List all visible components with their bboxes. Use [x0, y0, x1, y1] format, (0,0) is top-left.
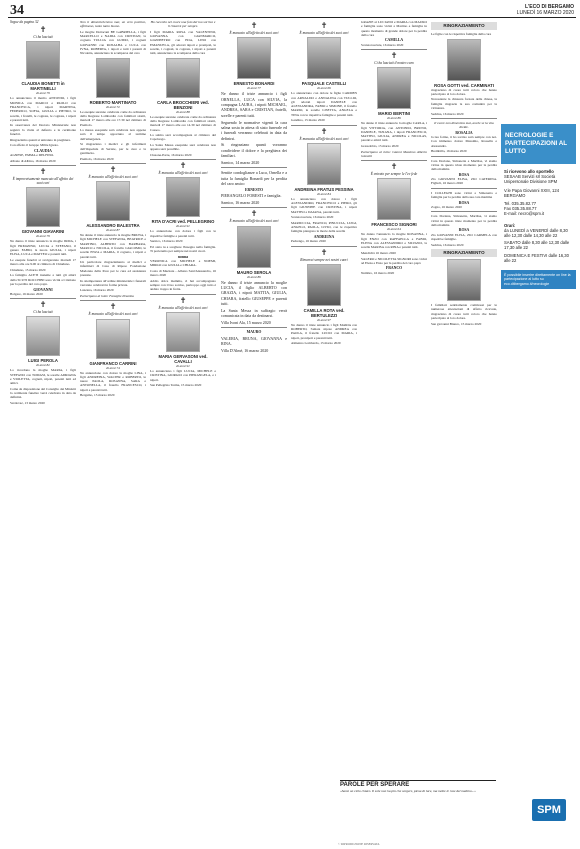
obituary-intro: È improvvisamente mancato all'affetto dei suoi cari [12, 177, 74, 186]
separator [10, 165, 76, 166]
deceased-age: di anni 74 [106, 365, 120, 370]
obituary-place: Nembro, 16 marzo 2020 [361, 270, 395, 275]
obituary-intro: Rimarrai sempre nei nostri cuori [300, 257, 348, 262]
cross-icon: ✝ [109, 302, 117, 312]
obituary-text: VERONICA con MICHELE e NOEMI, MIRKO con GIULIA e CHIARA. [150, 259, 216, 268]
obituary-text: Partecipano al lutto: Gianni Massimo Alberto Gianetti [361, 149, 427, 158]
obituary-text: Ne annunciano con dolore la moglie LINA, i figli ANDREINA, WALTER e ROBERTO, le nuore PAOLA, ROSANNA, SARA e ANTONELLA, il fratello FRANCESCO, i nipoti e parenti tutti. [80, 370, 146, 392]
obituary-text: AGNESE, EMMA e DELFINO. [10, 153, 54, 158]
obituary-text: Zia GIOVANNI ELISA, ZIO CARMELA con rispettive famiglie. [431, 232, 497, 241]
obituary-place: Sedrina, 16 marzo 2020 [431, 242, 464, 247]
signer-name: ANDREINA [313, 235, 335, 240]
deceased-age: di anni 97 [317, 317, 331, 322]
deceased-name: MARIO BERTINI [378, 111, 410, 117]
obituary-intro: È entrato per sempre le l'ee fede [370, 172, 418, 177]
fax-number: Fax 035.35.88.77 [504, 206, 537, 212]
obituary-text: Lo annunciano con dolore i figli con le rispettive famiglie e parenti tutti. [150, 229, 216, 238]
signer-name: FRANCO [385, 266, 403, 271]
deceased-name: GIANFRANCO CARRINI [89, 360, 137, 366]
deceased-name: CARLA BROCCHIERI ved. BENZONI [157, 99, 209, 110]
obituary-text: Ne danno il triste annuncio i figli MARIA con ROBERTO, l'amata nipote ANDREA con PAOLA, il fratello LUCIO con MARIA, i nipoti, pronipoti e parenti tutti. [291, 322, 357, 340]
reception-title: Si ricevono allo sportello [504, 169, 554, 174]
spm-logo: SPM [532, 799, 566, 821]
obituary-place: Verdovaz, 13 marzo 2020 [10, 401, 45, 406]
portrait-photo [96, 319, 130, 359]
obituary-place: Pedrengo, 16 marzo 2020 [291, 239, 326, 244]
portrait-photo [96, 181, 130, 221]
portrait-photo [307, 37, 341, 79]
column-3 [150, 20, 216, 845]
header-rule [8, 17, 576, 18]
deceased-name: PASQUALE CASTELLI [301, 81, 347, 87]
obituary-text: la tua fotina, ti ho sorriso sarà sempre con noi. Con immenso dolore Massimo, Rossella e Alessandro. [431, 135, 497, 148]
cross-icon: ✝ [39, 167, 47, 177]
obituary-text: PIERANGELO FORESTI e famiglia. [221, 193, 282, 199]
obituary-place: Costa di Mezzate - Albano Sant'Alessandro, 16 marzo 2020 [150, 269, 216, 278]
obituary-place: Luzzana, 16 marzo 2020 [80, 288, 114, 293]
column-4 [221, 20, 287, 845]
obituary-text: Ne danno il triste annuncio la moglie CARLA, i figli VITTORIA, con ANTONIO, BRUNO, DANIELE, TIZIANA, i nipoti FRANCESCO, MATTEO, GIULIA, ANDREA e NICOLAS, parenti e amici tutti. [361, 121, 427, 143]
address: V.le Papa Giovanni XXIII, 124 BERGAMO [504, 187, 560, 198]
obituary-intro: È mancata all'affetto dei suoi cari [299, 136, 349, 141]
hours-title: Orari: [504, 222, 516, 228]
deceased-name: ALESSANDRO BALESTRA [86, 223, 140, 229]
signer-name: ROSALIA [455, 130, 473, 135]
online-submission-note[interactable]: È possibile inserire direttamente on line la partecipazione al lutto su eco.ditbergamo.it/necrologie [501, 270, 576, 289]
obituary-place: Mendicità 16 marzo 2020 [361, 250, 396, 255]
obituary-text: Le esequie saranno celebrate come da ordinanza della Regione Lombardia con familiari stretti, martedì 17 marzo alle ore 17.30 nel cimitero di Premolo. [80, 109, 146, 127]
portrait-photo [377, 67, 411, 109]
obituary-place: Scanzorosciate, 16 marzo 2020 [361, 42, 404, 47]
obituary-quote: Il cuore non dimentica mai, anche se la vita divide. [434, 120, 494, 130]
obituary-text: ringraziano di cuore tutti coloro che hanno partecipato al loro dolore. [431, 87, 497, 96]
obituary-text: La Santa Messa in suffragio verrà comunicata in data da destinarsi. [221, 307, 287, 319]
obituary-text: In osservanza del Decreto Ministeriale non seguirà la visita al defunto e le cerimonie funebri. [10, 123, 76, 137]
cross-icon: ✝ [320, 21, 328, 30]
column-5 [291, 20, 357, 845]
signer-name: ROSA [458, 172, 470, 177]
obituary-intro: È mancato all'affetto dei suoi cari [229, 219, 279, 224]
signer-name: nonna [177, 254, 189, 259]
parole-per-sperare [340, 780, 496, 842]
portrait-photo [166, 312, 200, 352]
obituary-text: Ringraziamo quanti si uniranno in preghiera. [10, 137, 71, 142]
deceased-name: CLAUDIA BONETTI in MARTINELLI [21, 81, 65, 92]
obituary-text: Ne danno il triste annuncio i figli ORNELLA, LUCA con SILVIA, la compagna LAURA, i nipoti MICHAEL, ANDREA, SARA e CRISTIAN, fratelli, sorelle e parenti tutti. [221, 91, 287, 118]
deceased-name: LUIGI PEROLA [28, 358, 58, 364]
obituary-place: San Pellegrino Terme, 15 marzo 2020 [150, 383, 202, 388]
signer-name: CLAUDIA [34, 148, 52, 153]
column-7 [431, 20, 497, 779]
deceased-age: di anni 79 [36, 234, 50, 239]
obituary-text: Ne danno l'annuncio la moglie ROSANNA, i figli ENZO con RAFFAELLA e FABIO, ELENA con ALESSANDRO e SILVANO, la sorella MARISA con RINA e parenti tutti. [361, 232, 427, 250]
obituary-text: I familiari sentitamente commossi per le numerose attestazioni di affetto ricevute, ringraziano di cuore tutti coloro che hanno partecipato al loro dolore. [431, 303, 497, 321]
obituary-text: Lo annunciano il marito ANTONIO, i figli MONICA con MARCO e PAOLO con FRANCESCA, i nipoti MARTINA, FEDERICO, SOFIA, GIULIA e PIETRO, la sorella, i fratelli, le cognate, le cognate, i nipoti e parenti tutti. [10, 96, 76, 122]
portrait-photo [377, 178, 411, 220]
deceased-name: RITA D'ACRI ved. PELLEGRINO [151, 219, 215, 225]
obituary-intro: È mancato all'affetto dei suoi cari [88, 174, 138, 179]
obituary-text: Cara Doriana, Simonetta, Marilisa, vi siamo vicini in questo triste momento per la perdita della mamma [431, 214, 497, 227]
obituary-text: Le moglie Dottacani BE GABRIELLA, i figli MARCELLO e NADIA con CRISTIAN, la cognata TULLIA con GUIDO, i cognati GIOVANNI con ROSALBA e LUCA con IVNA, ROBERTA, i nipoti e tutti i parenti di Nicoletta, annunciano la scomparsa del caro [80, 29, 146, 56]
obituary-text: Si ringraziano i medici e gli infermieri dell'Ospedale di Seriate, per le cure e la gentilezza. [80, 142, 146, 155]
obituary-text: Cara Doriana, Simonetta e Marilisa, vi siamo vicine in questo triste momento per la perdita della mamma [431, 158, 497, 172]
obituary-text: Non ti dimenticheremo mai, un vero positivo, affettuoso, tanto tanto buono. [80, 20, 146, 29]
continuation-note: Segue da pagina 32 [10, 20, 39, 24]
obituary-intro: È mancata all'affetto dei suoi cari [158, 305, 208, 310]
deceased-name: MARIA GERVASONI ved. CAVALLI [158, 353, 208, 364]
obituary-place: Sarnico, 14 marzo 2020 [221, 159, 260, 165]
obituary-place: Almenno Lombardo, 15 marzo 2020 [291, 341, 341, 346]
cross-icon: ✝ [109, 164, 117, 174]
obituary-text: Eri stata tu a scegliere l'insegna nella famiglia. Ti porteremo per sempre nei nostri cuori. [150, 244, 216, 254]
hours-saturday: SABATO dalle 8,30 alle 12,30 dalle 17,30 alle 22 [504, 240, 570, 251]
obituary-place: Clusone-Parre, 16 marzo 2020 [150, 152, 192, 157]
portrait-photo [307, 143, 341, 185]
deceased-name: ERNESTO BONARDI [233, 81, 275, 87]
portrait-photo [447, 39, 481, 81]
obituary-place: Gandino, 15 marzo 2020 [291, 118, 325, 123]
separator [291, 246, 357, 247]
signer-name: ERNESTO [244, 187, 264, 192]
signer-name: CAMILLA [384, 38, 404, 43]
newspaper-name: L'ECO DI BERGAMO [525, 4, 574, 10]
obituary-text: Seguendo le normative vigenti la cara salma sosta in attesa di stato funerale ed i funerali verranno celebrati in data da definirsi. [221, 119, 287, 141]
obituary-text: VALERO e NICOLETTA SIGNORI sono vicini ad Elena e Enzo per la perdita del caro papà [361, 256, 427, 265]
deceased-name: ROSA GOTTI ved. CARMINATI [434, 82, 494, 88]
obituary-text: Come da disposizione del Consiglio dei Ministri la cerimonia funebre verrà celebrata in data da definirsi. [10, 386, 76, 400]
separator [431, 188, 497, 189]
deceased-name: ROBERTO MARTINATO [89, 99, 137, 105]
page-number: 34 [10, 3, 24, 18]
obituary-text: Partecipano al lutto: Famiglie Pezzotta [80, 294, 134, 299]
deceased-age: di anni 84 [317, 191, 331, 196]
separator [80, 300, 146, 301]
email-address[interactable]: E-mail: necro@spm.it [504, 211, 545, 217]
obituary-place: Villa Ivoni Ala, 15 marzo 2020 [221, 320, 271, 326]
ringraziamento-banner: RINGRAZIAMENTO [431, 22, 497, 30]
separator [291, 125, 357, 126]
obituary-text: Lo ricordano la moglie MARIA, i figli STEFANO con TOMASI, le sorelle ADRIANA e VIOLETTA, cognati, nipoti, parenti tutti ed amici. [10, 368, 76, 386]
deceased-age: di anni 91 [176, 363, 190, 368]
obituary-text: Lo annunciano con dolore i figli ALESSANDRO, FRANCESCO e PIERO, gli figli GIUSEPPE con CRISTINA, i nipoti MATTEO e DAIANA, parenti tutti. [291, 196, 357, 214]
obituary-place: Sarnico, 16 marzo 2020 [221, 200, 260, 205]
separator [10, 298, 76, 299]
portrait-photo [166, 177, 200, 217]
reception-text: SESAAB Servizi srl Società Unipersonale Divisione SPM [504, 174, 558, 185]
ringraziamento-banner: RINGRAZIAMENTO [431, 249, 497, 257]
signer-name: MAURO [246, 330, 262, 335]
cross-icon: ✝ [390, 51, 398, 61]
deceased-age: di anni 88 [176, 109, 190, 114]
portrait-photo [237, 37, 271, 79]
obituary-intro: Ci ha lasciati [33, 310, 53, 315]
deceased-name: CAMILLA ROTA ved. BERTULEZZI [303, 307, 345, 318]
obituary-text: La famiglia ACETI insieme a tutti gli amici della SCUTI ROCCHINI sono vicini a Cristiano per la perdita del caro papà. [10, 273, 76, 287]
obituary-place: Sarnico, 16 marzo 2020 [150, 239, 183, 244]
reflection-text: «Sarai un cielo chiaro. Il sole non ha più che sorgere, piena di luce, ma molte le rose del mattino...» [340, 789, 476, 794]
obituary-text: I COLLEGHI sono vicini a Simonetta e famiglia per la perdita della sua cara mamma [431, 190, 497, 200]
sidebar-title: NECROLOGIE E PARTECIPAZIONI AL LUTTO [501, 124, 576, 164]
issue-date: LUNEDÌ 16 MARZO 2020 [516, 10, 574, 16]
separator [150, 294, 216, 295]
cross-icon: ✝ [179, 295, 187, 305]
cross-icon: ✝ [39, 300, 47, 310]
deceased-name: GIOVANNI GIAVARINI [21, 229, 65, 235]
cross-icon: ✝ [320, 126, 328, 136]
obituary-text: Le esequie funebri si svolgeranno martedì 17 marzo alle ore 9.00 al cimitero di Chiuduno. [10, 257, 76, 267]
portrait-photo [26, 187, 60, 227]
obituary-text: Nonostante la chiusura forzata delle chiese, la famiglia ringrazia la sua comunità per la vicinanza. [431, 97, 497, 111]
obituary-text: Ne danno il triste annuncio la moglie BRUNA, i figli MICHELE con STEFANIA, BEATRICE e MARTINO, ALBERTO con BARBARA, MARCO e NICOLA, il fratello GIACOMO, le sorelle ENZA e MARIA, il cognato, i nipoti e parenti tutti. [80, 233, 146, 259]
cross-icon: ✝ [320, 247, 328, 257]
separator [221, 167, 287, 168]
obituary-intro: Ci ha lasciati [33, 35, 53, 40]
portrait-photo [96, 58, 130, 98]
separator [221, 207, 287, 208]
separator [361, 49, 427, 50]
signer-name: GIOVANNI [33, 287, 53, 292]
obituary-text: I figli MARIA ROSA con VALENTINO, GIOVANNA con GIANMARCO, GIANPIETRO con EDA, LINO con EMANUELA, gli adorati nipoti e pronipoti, le sorelle, i cognati, la cognata, i nipoti e parenti tutti, annunciano la scomparsa della cara [150, 29, 216, 56]
obituary-text: VALERIA, BRUNA, GIOVANNA e RINA. [221, 335, 287, 347]
obituary-text: MARIUCCIA, FRANCO, PINUCCIA, LUIGI, ANGELO, PAOLA, LIVIO, con le rispettive famiglie piangono la morte della sorella [291, 220, 357, 234]
obituary-place: Bolgare, 16 marzo 2020 [10, 291, 43, 296]
obituary-place: San giovanni Bianco, 15 marzo 2020 [431, 321, 482, 326]
obituary-text: GRAZIE ai LUCIANO e MARIA con MAURO e famiglia sono vicini a Martino e famiglia in questo momento di grande dolore per la perdita della cara [361, 20, 427, 37]
deceased-age: di anni 87 [106, 228, 120, 233]
deceased-age: di anni 86 [387, 116, 401, 121]
column-1 [10, 20, 76, 845]
sidebar [501, 20, 576, 845]
obituary-place: Premolo, 16 marzo 2020 [80, 156, 114, 161]
cross-icon: ✝ [39, 25, 47, 35]
obituary-place: Scanzorosciate, 16 marzo 2020 [291, 215, 334, 220]
copyright-footer: © RIPRODUZIONE RISERVATA [338, 842, 380, 846]
obituary-text: Le figlie con le rispettive famiglie della cara [431, 32, 492, 37]
obituary-place: Sedrina, 16 marzo 2020 [431, 111, 464, 116]
deceased-name: ANDREINA FRATUS PESSINA [294, 186, 354, 192]
separator [431, 211, 497, 212]
obituary-intro: È mancata all'affetto dei suoi cari [158, 171, 208, 176]
obituary-quote: Ho raccolto nel cuore una foto del tuo sorriso e lì rimarrà per sempre. [150, 20, 216, 29]
obituary-text: Ne danno il triste annuncio la moglie IRMA, i figli ERMANNO, LUCIA e STEFANO, il genero FABIO, la nuora GIULIA, i nipoti ELISA, LUCA e MATTEO e parenti tutti. [10, 239, 76, 257]
deceased-age: di anni 86 [247, 274, 261, 279]
separator [431, 156, 497, 157]
obituary-place: Albano di Albino, 16 marzo 2020 [10, 158, 56, 163]
obituary-text: Lo annunciano con dolore le figlie CARMEN con ARNALDO e ANNALINA con TULLIO, gli adorati nipoti DANIELE con ALESSANDRA, FABIO e SIMONE, il fratello MARIO, le sorelle LISETTA, ANGELA e TINA con le rispettive famiglie e parenti tutti. [291, 91, 357, 117]
obituary-text: Lo annunciano i figli LUCIA, MICHELE e CRISTINA, GIORGIO con PIERANGELA, e i nipoti. [150, 368, 216, 382]
obituary-text: In ottemperanza all'ordine ministeriale i funerali verranno celebrati in forma privata. [80, 278, 146, 287]
deceased-age: di anni 77 [247, 86, 261, 91]
obituary-text: La salma sarà accompagnata al cimitero del Capoluogo. [150, 133, 216, 142]
separator [80, 163, 146, 164]
cross-icon: ✝ [250, 21, 258, 30]
deceased-age: di anni 82 [36, 363, 50, 368]
portrait-photo [26, 41, 60, 79]
obituary-text: Zia GIOVANNI ELISA, ZIO CATERINA. Figlioli, 16 marzo 2020 [431, 177, 497, 186]
obituary-intro: È mancato all'affetto dei suoi cari [88, 312, 138, 317]
obituary-text: La messa esequiale sarà celebrata non appena sarà il tempo opportuno al termine dell'emergenza. [80, 128, 146, 141]
obituary-place: Chiuduno, 15 marzo 2020 [10, 267, 46, 272]
separator [431, 118, 497, 119]
obituary-text: Si ringraziano quanti vorranno condividere il dolore e la preghiera dei familiari. [221, 142, 287, 159]
cross-icon: ✝ [390, 162, 398, 172]
phone-number: Tel. 035.35.82.77 [504, 201, 537, 207]
obituary-place: Bergamo, 15 marzo 2020 [80, 393, 115, 398]
obituary-text: Un particolare ringraziamento ai medici e infermieri di Casa di Riposo Fondazione Madonna della Pace per le cure ed assistenza prestate. [80, 260, 146, 277]
deceased-age: di anni 79 [36, 91, 50, 96]
deceased-age: di anni 91 [176, 224, 190, 229]
signer-name: ROSA [458, 200, 470, 205]
obituary-place: Brembilla, 16 marzo 2020 [431, 149, 467, 154]
contact-info [501, 164, 576, 268]
portrait-photo [166, 58, 200, 98]
portrait-photo [26, 316, 60, 356]
signer-name: ROSA [458, 228, 470, 233]
deceased-age: di anni 66 [317, 86, 331, 91]
portrait-photo [237, 226, 271, 268]
portrait-photo [447, 259, 481, 301]
deceased-age: di anni 64 [387, 227, 401, 232]
hours-weekdays: da LUNEDÌ a VENERDÌ dalle 8,30 alle 12,30 dalle 14,30 alle 22 [504, 227, 568, 239]
column-6 [361, 20, 427, 845]
portrait-photo [307, 264, 341, 306]
separator [361, 160, 427, 161]
obituary-place: Grassobbio, 15 marzo 2020 [361, 144, 399, 149]
obituary-intro: È mancato all'affetto dei suoi cari [229, 31, 279, 35]
deceased-name: FRANCESCO SIGNORI [371, 222, 417, 228]
obituary-text: Ne danno il triste annuncio la moglie LUCIA, il figlio ALBERTO con GRAZIA, i nipoti MATTIA, GIULIA, CHIARA, fratello GIUSEPPE e parenti tutti. [221, 279, 287, 307]
obituary-place: Villa D'Almè, 16 marzo 2020 [221, 347, 269, 353]
obituary-text: Sentite condoglianze a Luca, Ornella e a tutta la famiglia Bonardi per la perdita del caro amico [221, 170, 287, 187]
cross-icon: ✝ [250, 209, 258, 219]
section-title: PAROLE PER SPERARE [340, 782, 410, 788]
separator [150, 159, 216, 160]
obituary-text: Addio dolce mamma, ci hai accompagnato sempre con il tuo sorriso, purtroppo oggi tutto è andato troppo in fretta. [150, 278, 216, 292]
deceased-name: MAURO SEROLA [236, 269, 272, 275]
deceased-age: di anni 72 [106, 104, 120, 109]
hours-holidays: DOMENICA E FESTIVI dalle 16,30 alle 22 [504, 252, 569, 263]
column-2 [80, 20, 146, 845]
obituary-place: Zogno, 16 marzo 2020 [431, 204, 462, 209]
obituary-text: Le esequie saranno celebrate come da ordinanza della Regione Lombardia con familiari stretti, martedì 17 marzo alle ore 14.30 nel cimitero di Casseo. [150, 114, 216, 132]
cross-icon: ✝ [179, 161, 187, 171]
separator [221, 327, 287, 328]
obituary-intro: È mancato all'affetto dei suoi cari [299, 31, 349, 35]
obituary-intro: Ci ha lasciati il nostro caro [374, 61, 414, 66]
obituary-text: Con affetto il Gruppo Milite Ignoto. [10, 143, 59, 148]
masthead [517, 4, 574, 16]
obituary-text: La Santa Messa esequiale sarà celebrata non appena sarà possibile. [150, 143, 216, 152]
